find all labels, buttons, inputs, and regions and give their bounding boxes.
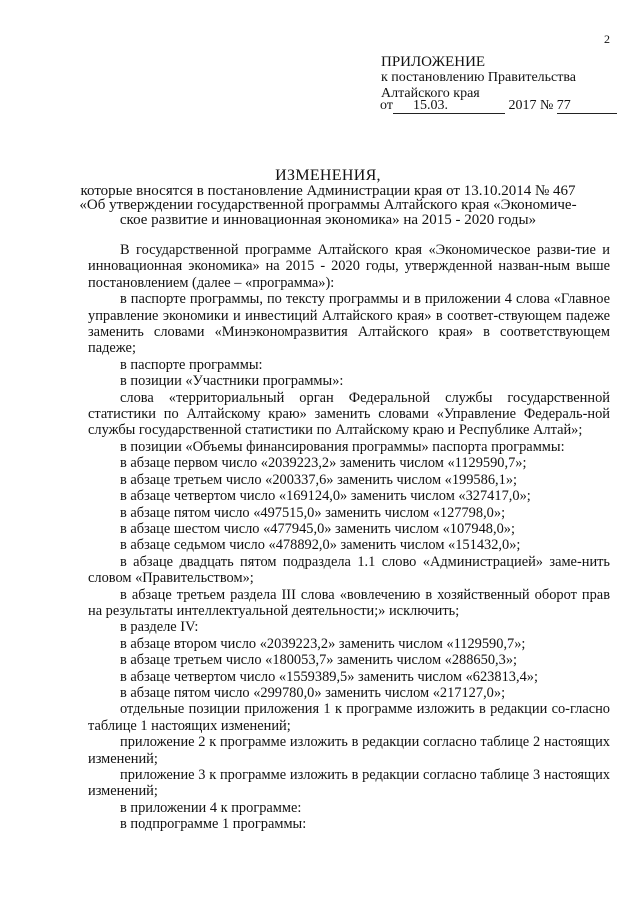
appendix-title: ПРИЛОЖЕНИЕ bbox=[381, 54, 486, 70]
appendix-dateline bbox=[380, 98, 617, 114]
paragraph: в абзаце четвертом число «1559389,5» заменить числом «623813,4»; bbox=[120, 668, 538, 685]
paragraph: слова «территориальный орган Федеральной службы государственной статистики по Алтайскому краю» заменить словами «Управление Федераль-ной службы государственной статистики по Алтайскому краю и Республике Алтай»; bbox=[88, 389, 610, 439]
number-sign: № bbox=[539, 98, 554, 113]
paragraph: приложение 2 к программе изложить в редакции согласно таблице 2 настоящих изменений; bbox=[88, 734, 610, 767]
paragraph: в абзаце седьмом число «478892,0» заменить числом «151432,0»; bbox=[120, 537, 521, 554]
paragraph: в паспорте программы, по тексту программы и в приложении 4 слова «Главное управление экономики и инвестиций Алтайского края» в соответ-ствующем падеже заменить словами «Минэкономразвития Алтайского края» в соответствующем падеже; bbox=[88, 291, 610, 357]
paragraph: в абзаце двадцать пятом подраздела 1.1 слово «Администрацией» заме-нить словом «Правительством»; bbox=[88, 553, 610, 587]
page-number: 2 bbox=[604, 32, 610, 46]
paragraph: приложение 3 к программе изложить в редакции согласно таблице 3 настоящих изменений; bbox=[88, 767, 610, 800]
paragraph: в абзаце четвертом число «169124,0» заменить числом «327417,0»; bbox=[120, 488, 531, 505]
decree-number: 77 bbox=[557, 98, 617, 114]
paragraph: в подпрограмме 1 программы: bbox=[120, 816, 307, 833]
paragraph: в абзаце третьем число «180053,7» заменить числом «288650,3»; bbox=[120, 652, 518, 669]
appendix-line-1: к постановлению Правительства bbox=[381, 70, 577, 85]
paragraph: в абзаце втором число «2039223,2» заменить числом «1129590,7»; bbox=[120, 635, 526, 652]
paragraph: в позиции «Объемы финансирования программы» паспорта программы: bbox=[120, 438, 565, 455]
heading-line-1: которые вносятся в постановление Администрации края от 13.10.2014 № 467 bbox=[80, 182, 576, 199]
paragraph: в абзаце первом число «2039223,2» заменить числом «1129590,7»; bbox=[120, 455, 527, 472]
paragraph: В государственной программе Алтайского края «Экономическое разви-тие и инновационная экономика» на 2015 - 2020 годы, утвержденной назван-ным выше постановлением (далее – «программа»): bbox=[88, 242, 610, 291]
paragraph: в позиции «Участники программы»: bbox=[120, 373, 344, 390]
heading-line-2: «Об утверждении государственной программы Алтайского края «Экономиче- bbox=[79, 197, 577, 213]
paragraph: в паспорте программы: bbox=[120, 356, 263, 373]
from-label: от bbox=[380, 98, 393, 113]
paragraph: в разделе IV: bbox=[120, 619, 199, 636]
paragraph: в абзаце пятом число «299780,0» заменить числом «217127,0»; bbox=[120, 684, 506, 701]
paragraph: в абзаце пятом число «497515,0» заменить числом «127798,0»; bbox=[120, 504, 506, 521]
paragraph: в абзаце третьем число «200337,6» заменить числом «199586,1»; bbox=[120, 471, 518, 488]
document-body bbox=[88, 242, 610, 833]
appendix-block bbox=[381, 54, 611, 102]
document-heading bbox=[68, 169, 588, 227]
paragraph: в абзаце третьем раздела III слова «вовлечению в хозяйственный оборот прав на результаты интеллектуальной деятельности;» исключить; bbox=[88, 586, 610, 619]
paragraph: отдельные позиции приложения 1 к программе изложить в редакции со-гласно таблице 1 настоящих изменений; bbox=[88, 701, 610, 734]
decree-year: 2017 bbox=[508, 98, 537, 113]
heading-title: ИЗМЕНЕНИЯ, bbox=[275, 167, 381, 184]
paragraph: в приложении 4 к программе: bbox=[120, 799, 302, 816]
decree-date: 15.03. bbox=[393, 98, 505, 114]
heading-line-3: ское развитие и инновационная экономика» на 2015 - 2020 годы» bbox=[119, 211, 537, 228]
paragraph: в абзаце шестом число «477945,0» заменить числом «107948,0»; bbox=[120, 520, 515, 537]
appendix-line-2: Алтайского края bbox=[381, 86, 480, 101]
